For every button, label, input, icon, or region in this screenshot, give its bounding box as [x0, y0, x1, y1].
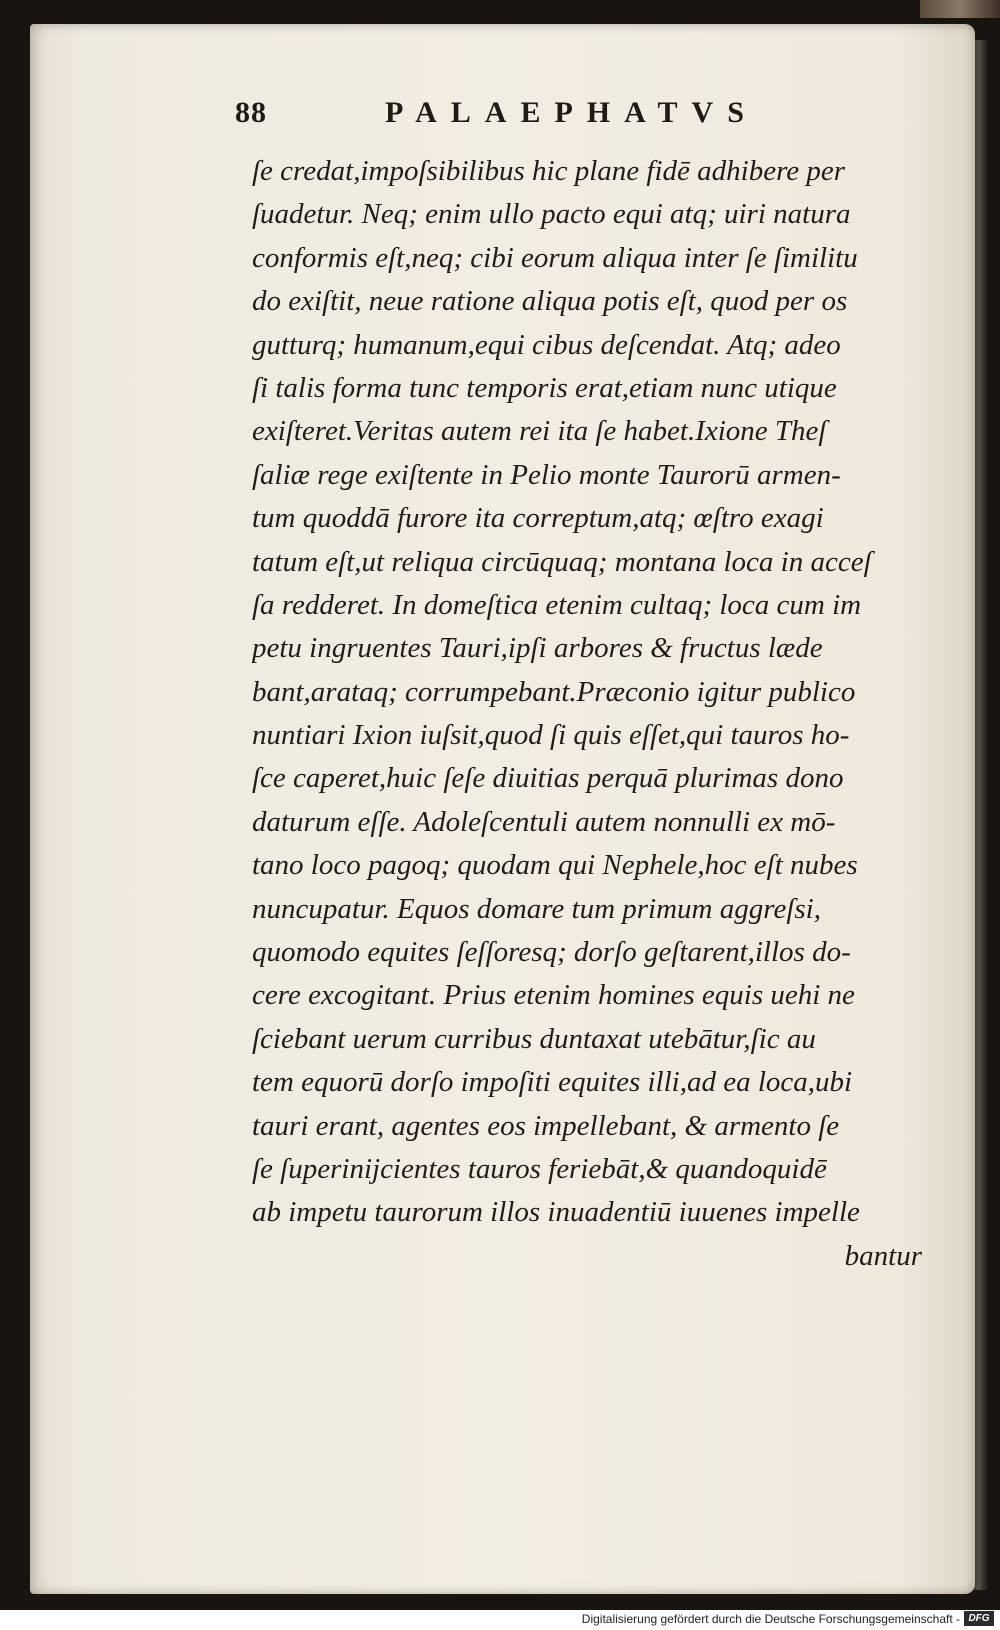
text-line: conformis eſt,neq; cibi eorum aliqua inter ſe ſimilitu	[252, 241, 858, 274]
catchword: bantur	[844, 1239, 922, 1272]
text-line: exiſteret.Veritas autem rei ita ſe habet.Ixione Theſ	[252, 415, 827, 448]
footer-bar	[0, 1610, 1000, 1630]
text-line: ſa redderet. In domeſtica etenim cultaq; loca cum im	[252, 588, 862, 621]
text-line: cere excogitant. Prius etenim homines equis uehi ne	[252, 979, 855, 1012]
text-line: ſciebant uerum curribus duntaxat utebātur,ſic au	[252, 1022, 816, 1055]
text-line: nuncupatur. Equos domare tum primum aggreſsi,	[252, 892, 821, 925]
text-line: ſaliæ rege exiſtente in Pelio monte Taurorū armen-	[252, 458, 841, 491]
text-line: ſuadetur. Neq; enim ullo pacto equi atq; uiri natura	[252, 198, 851, 231]
body-text	[252, 150, 962, 1278]
running-title: PALAEPHATVS	[385, 96, 758, 129]
text-line: ſi talis forma tunc temporis erat,etiam nunc utique	[252, 371, 837, 404]
text-line: daturum eſſe. Adoleſcentuli autem nonnulli ex mō-	[252, 805, 836, 838]
text-line: tatum eſt,ut reliqua circūquaq; montana loca in acceſ	[252, 545, 872, 578]
text-line: tum quoddā furore ita correptum,atq; œſtro exagi	[252, 502, 824, 535]
text-line: ab impetu taurorum illos inuadentiū iuuenes impelle	[252, 1196, 860, 1229]
dfg-logo-icon: DFG	[964, 1611, 994, 1626]
text-line: nuntiari Ixion iuſsit,quod ſi quis eſſet,qui tauros ho-	[252, 719, 850, 752]
text-line: gutturq; humanum,equi cibus deſcendat. Atq; adeo	[252, 328, 841, 361]
text-line: ſe credat,impoſsibilibus hic plane fidē adhibere per	[252, 155, 846, 187]
text-line: tem equorū dorſo impoſiti equites illi,ad ea loca,ubi	[252, 1066, 853, 1099]
text-line: tauri erant, agentes eos impellebant, & armento ſe	[252, 1109, 840, 1142]
text-line: ſe ſuperinijcientes tauros feriebāt,& quandoquidē	[252, 1152, 827, 1185]
running-head	[235, 96, 795, 136]
text-line: bant,arataq; corrumpebant.Præconio igitur publico	[252, 675, 856, 708]
text-line: ſce caperet,huic ſeſe diuitias perquā plurimas dono	[252, 762, 844, 795]
digitization-credit: Digitalisierung gefördert durch die Deutsche Forschungsgemeinschaft -	[581, 1612, 960, 1626]
page-number: 88	[235, 96, 267, 129]
text-line: do exiſtit, neue ratione aliqua potis eſt, quod per os	[252, 285, 848, 318]
text-line: petu ingruentes Tauri,ipſi arbores & fructus læde	[252, 632, 823, 665]
text-line: quomodo equites ſeſſoresq; dorſo geſtarent,illos do-	[252, 936, 851, 969]
book-top-edge	[920, 0, 1000, 18]
text-line: tano loco pagoq; quodam qui Nephele,hoc eſt nubes	[252, 849, 858, 882]
